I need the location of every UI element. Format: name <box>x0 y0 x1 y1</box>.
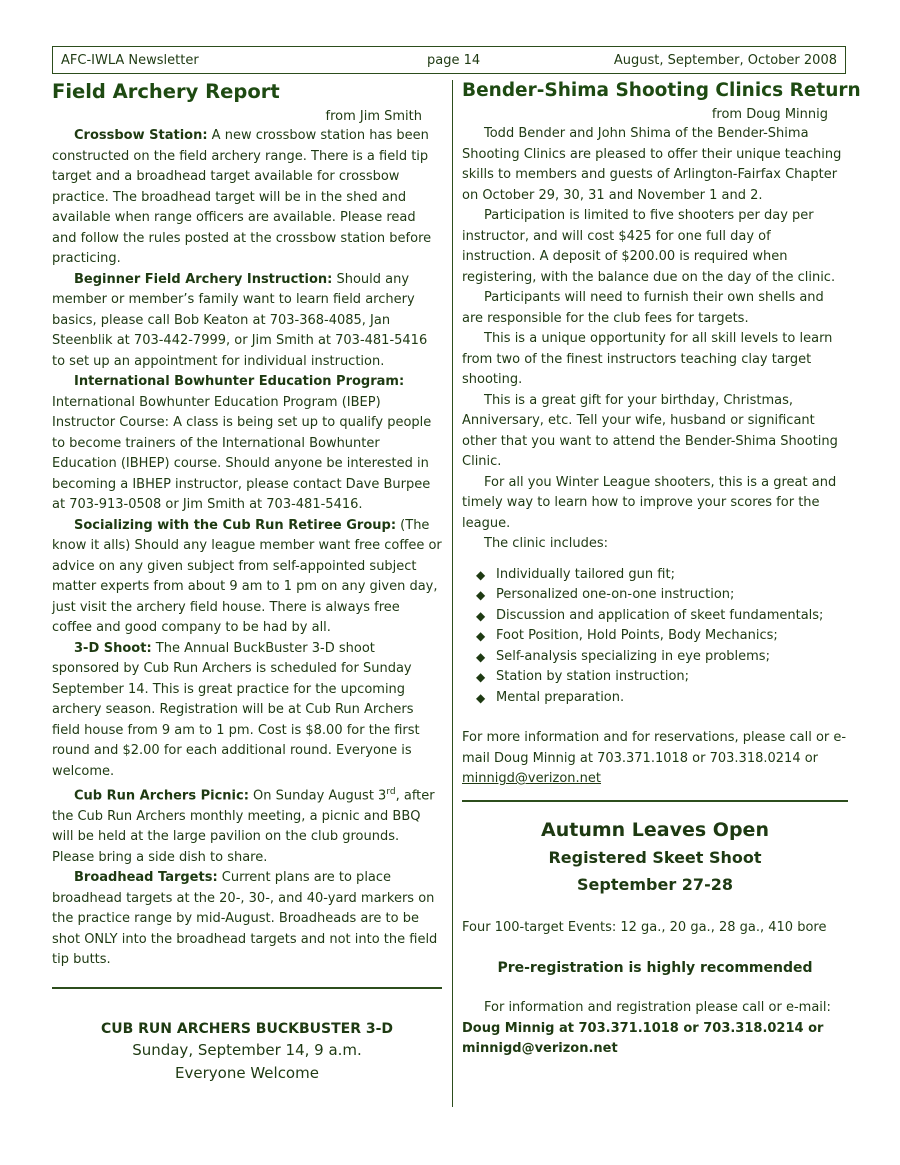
3d-shoot-heading: 3-D Shoot: <box>74 640 152 656</box>
list-item-text: Mental preparation. <box>496 689 625 705</box>
beginner-heading: Beginner Field Archery Instruction: <box>74 271 333 287</box>
right-column <box>462 80 861 1060</box>
autumn-contact-text: For information and registration please call or e-mail: <box>484 1000 831 1015</box>
list-item <box>462 626 848 647</box>
diamond-bullet-icon: ◆ <box>476 690 486 705</box>
diamond-bullet-icon: ◆ <box>476 649 486 664</box>
clinic-paragraph: Todd Bender and John Shima of the Bender-Shima Shooting Clinics are pleased to offer their unique teaching skills to members and guests of Arlington-Fairfax Chapter on October 29, 30, 31 and November 1 and 2. <box>462 126 842 203</box>
autumn-event-subtitle: Registered Skeet Shoot <box>548 847 762 867</box>
broadhead-paragraph <box>52 868 442 971</box>
crossbow-paragraph <box>52 126 442 270</box>
ibep-text: International Bowhunter Education Program (IBEP) Instructor Course: A class is being set up to qualify people to become trainers of the International Bowhunter Education (IBHEP) course. Should anyone be interested in becoming a IBHEP instructor, please contact Dave Burpee at 703-913-0508 or Jim Smith at 703-481-5416. <box>52 394 432 512</box>
crossbow-text: A new crossbow station has been constructed on the field archery range. There is a field tip target and a broadhead target available for crossbow practice. The broadhead target will be in the shed and available when range officers are available. Please read and follow the rules posted at the crossbow station before practicing. <box>52 128 432 266</box>
newsletter-name: AFC-IWLA Newsletter <box>61 53 199 68</box>
picnic-heading: Cub Run Archers Picnic: <box>74 788 249 804</box>
prereg-notice: Pre-registration is highly recommended <box>497 960 813 976</box>
diamond-bullet-icon: ◆ <box>476 629 486 643</box>
autumn-event-dates: September 27-28 <box>577 874 733 894</box>
bender-shima-byline: from Doug Minnig <box>711 107 828 122</box>
buckbuster-title: CUB RUN ARCHERS BUCKBUSTER 3-D <box>100 1020 394 1037</box>
clinic-includes-label: The clinic includes: <box>484 536 609 551</box>
picnic-tail: , after the Cub Run Archers monthly meeting, a picnic and BBQ will be held at the large pavilion on the club grounds. Please bring a side dish to share. <box>52 788 435 865</box>
diamond-bullet-icon: ◆ <box>476 588 486 602</box>
clinic-contact <box>462 728 848 790</box>
page-number: page 14 <box>427 53 481 68</box>
beginner-text: Should any member or member’s family want to learn field archery basics, please call Bob Keaton at 703-368-4085, Jan Steenblik at 703-442-7999, or Jim Smith at 703-481-5416 to set up an appointment for individual instruction. <box>52 271 428 369</box>
list-item-text: Discussion and application of skeet fundamentals; <box>496 607 824 623</box>
broadhead-text: Current plans are to place broadhead targets at the 20-, 30-, and 40-yard markers on the practice range by mid-August. Broadheads are to be shot ONLY into the broadhead targets and not into the field tip butts. <box>52 870 438 968</box>
3d-shoot-paragraph <box>52 639 442 783</box>
diamond-bullet-icon: ◆ <box>476 608 486 623</box>
section-rule <box>462 800 848 802</box>
ibep-paragraph <box>52 372 442 516</box>
retiree-paragraph <box>52 516 442 639</box>
left-column <box>52 80 442 1085</box>
broadhead-heading: Broadhead Targets: <box>74 870 218 886</box>
picnic-ordinal: rd <box>386 787 396 797</box>
list-item <box>462 606 848 627</box>
retiree-text: (The know it alls) Should any league member want free coffee or advice on any given subject from self-appointed subject matter experts from about 9 am to 1 pm on any given day, just visit the archery field house. There is always free coffee and good company to be had by all. <box>52 517 442 635</box>
retiree-heading: Socializing with the Cub Run Retiree Group: <box>74 517 397 533</box>
clinic-paragraph: Participants will need to furnish their own shells and are responsible for the club fees for targets. <box>462 290 824 326</box>
crossbow-heading: Crossbow Station: <box>74 128 208 143</box>
clinic-paragraph: For all you Winter League shooters, this is a great and timely way to learn how to improve your scores for the league. <box>462 474 837 531</box>
issue-date: August, September, October 2008 <box>613 53 837 68</box>
list-item <box>462 585 848 606</box>
diamond-bullet-icon: ◆ <box>476 567 486 582</box>
list-item-text: Personalized one-on-one instruction; <box>496 587 735 602</box>
list-item-text: Self-analysis specializing in eye problems; <box>496 648 770 664</box>
clinic-paragraph: This is a unique opportunity for all skill levels to learn from two of the finest instructors teaching clay target shooting. <box>462 331 833 387</box>
diamond-bullet-icon: ◆ <box>476 670 486 684</box>
autumn-events-list: Four 100-target Events: 12 ga., 20 ga., 28 ga., 410 bore <box>462 919 827 935</box>
clinic-paragraph: This is a great gift for your birthday, Christmas, Anniversary, etc. Tell your wife, husband or significant other that you want to attend the Bender-Shima Shooting Clinic. <box>462 392 838 469</box>
buckbuster-date: Sunday, September 14, 9 a.m. <box>132 1040 362 1059</box>
autumn-contact <box>462 998 848 1060</box>
field-archery-title: Field Archery Report <box>52 80 280 103</box>
list-item-text: Station by station instruction; <box>496 669 690 684</box>
buckbuster-welcome: Everyone Welcome <box>175 1063 319 1082</box>
newsletter-header <box>52 46 846 74</box>
clinic-paragraph: Participation is limited to five shooters per day per instructor, and will cost $425 for one full day of instruction. A deposit of $200.00 is required when registering, with the balance due on the day of the clinic. <box>462 208 836 285</box>
ibep-heading: International Bowhunter Education Program: <box>74 374 405 389</box>
clinic-contact-text: For more information and for reservations, please call or e-mail Doug Minnig at 703.371.1018 or 703.318.0214 or <box>462 730 847 766</box>
clinic-includes-list <box>462 565 848 709</box>
list-item <box>462 647 848 668</box>
list-item-text: Individually tailored gun fit; <box>496 566 675 582</box>
section-rule <box>52 987 442 989</box>
list-item <box>462 667 848 688</box>
column-divider <box>452 80 453 1107</box>
3d-shoot-text: The Annual BuckBuster 3-D shoot sponsored by Cub Run Archers is scheduled for Sunday September 14. This is great practice for the upcoming archery season. Registration will be at Cub Run Archers field house from 9 am to 1 pm. Cost is $8.00 for the first round and $2.00 for each additional round. Everyone is welcome. <box>52 640 420 779</box>
autumn-contact-details: Doug Minnig at 703.371.1018 or 703.318.0214 or minnigd@verizon.net <box>462 1020 824 1056</box>
bender-shima-title: Bender-Shima Shooting Clinics Return <box>462 80 861 101</box>
beginner-paragraph <box>52 270 442 373</box>
list-item <box>462 688 848 709</box>
list-item <box>462 565 848 586</box>
autumn-event-title: Autumn Leaves Open <box>541 818 769 841</box>
field-archery-byline: from Jim Smith <box>325 109 422 124</box>
email-link[interactable]: minnigd@verizon.net <box>462 771 602 786</box>
picnic-paragraph <box>52 782 442 868</box>
picnic-text: On Sunday August 3 <box>248 788 387 804</box>
list-item-text: Foot Position, Hold Points, Body Mechanics; <box>496 628 778 643</box>
